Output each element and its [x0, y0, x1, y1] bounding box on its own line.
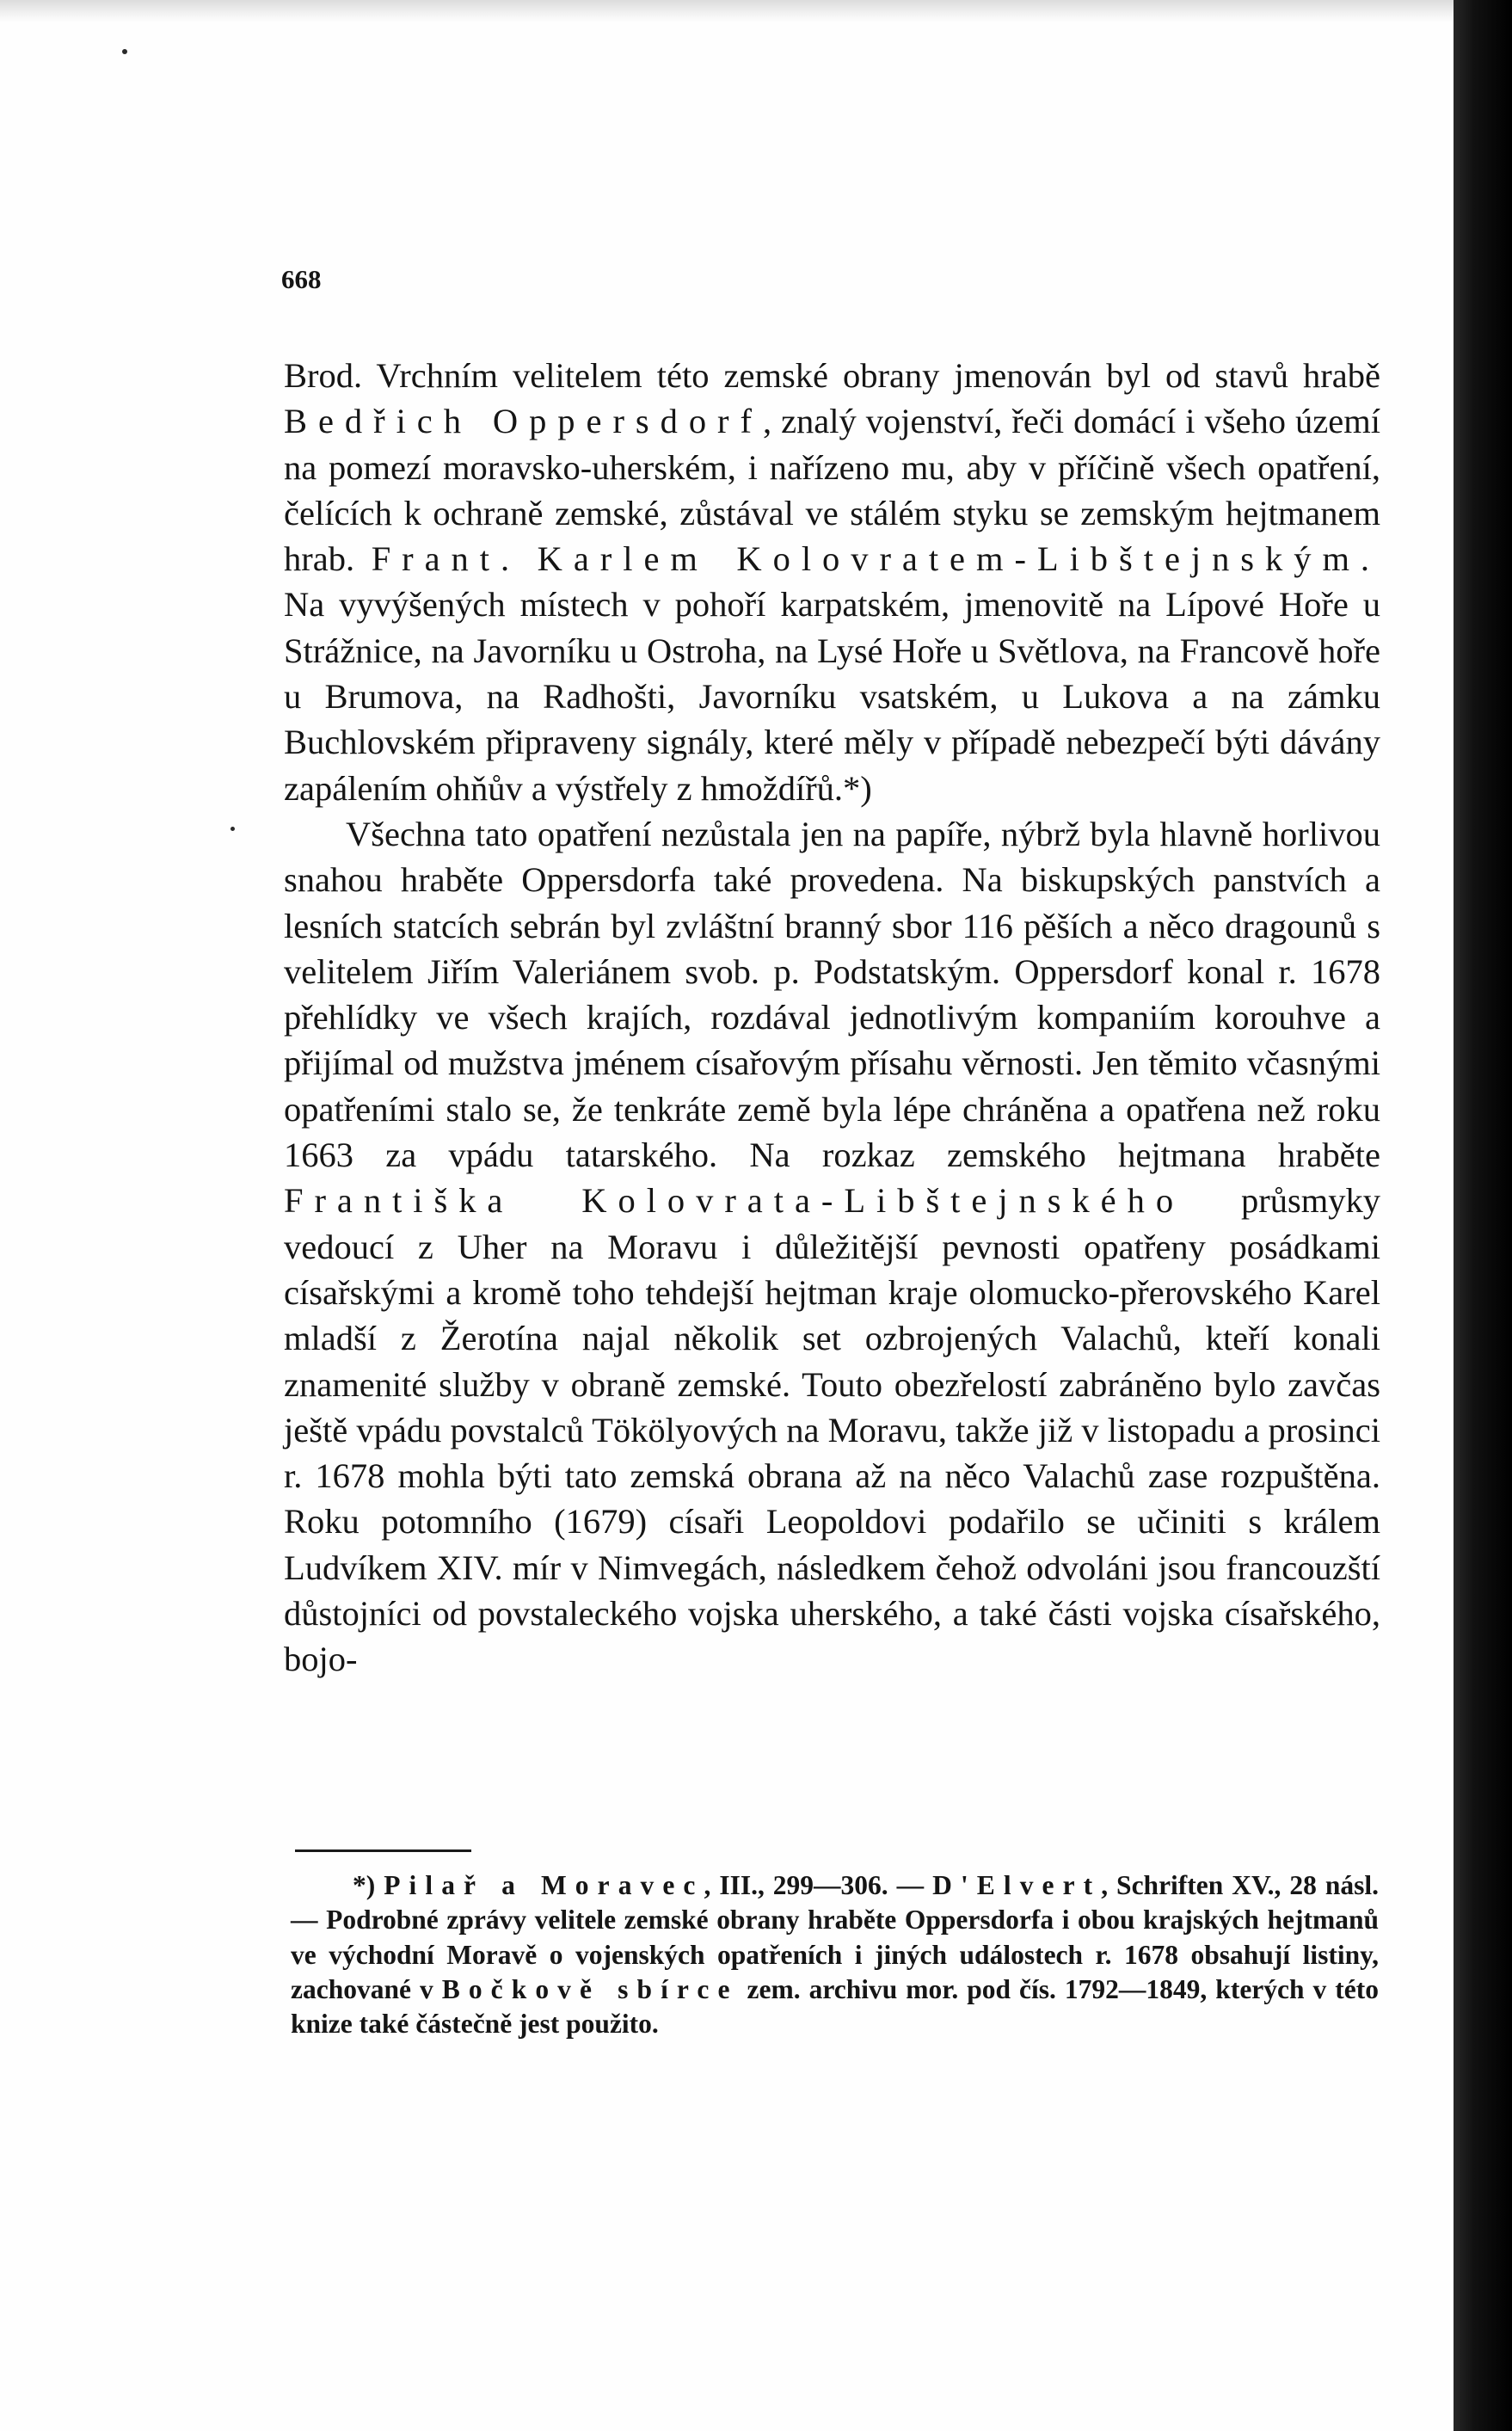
footnote — [291, 1868, 1379, 2041]
paragraph-1: Brod. Vrchním velitelem této zemské obrany jmenován byl od stavů hrabě Bedřich Oppersdorf, znalý vojenství, řeči domácí i všeho území na pomezí moravsko-uherském, i nařízeno mu, aby v příčině všech opatření, čelících k ochraně zemské, zůstával ve stálém styku se zemským hejtmanem hrab. Frant. Karlem Kolovratem-Libštejnským. Na vyvýšených místech v pohoří karpatském, jmenovitě na Lípové Hoře u Strážnice, na Javorníku u Ostroha, na Lysé Hoře u Světlova, na Francově hoře u Brumova, na Radhošti, Javorníku vsatském, u Lukova a na zámku Buchlovském připraveny signály, které měly v případě nebezpečí býti dávány zapálením ohňův a výstřely z hmoždířů.*) — [284, 356, 1380, 808]
paragraph-2: Všechna tato opatření nezůstala jen na papíře, nýbrž byla hlavně horlivou snahou hraběte Oppersdorfa také provedena. Na biskupských panstvích a lesních statcích sebrán byl zvláštní branný sbor 116 pěších a něco dragounů s velitelem Jiřím Valeriánem svob. p. Podstatským. Oppersdorf konal r. 1678 přehlídky ve všech krajích, rozdával jednotlivým kompaniím korouhve a přijímal od mužstva jménem císařovým přísahu věrnosti. Jen těmito včasnými opatřeními stalo se, že tenkráte země byla lépe chráněna a opatřena než roku 1663 za vpádu tatarského. Na rozkaz zemského hejtmana hraběte Františka Kolovrata-Libštejnského průsmyky vedoucí z Uher na Moravu i důležitější pevnosti opatřeny posádkami císařskými a kromě toho tehdejší hejtman kraje olomucko-přerovského Karel mladší z Žerotína najal několik set ozbrojených Valachů, kteří konali znamenité služby v obraně zemské. Touto obezřelostí zabráněno bylo zavčas ještě vpádu povstalců Tökölyových na Moravu, takže již v listopadu a prosinci r. 1678 mohla býti tato zemská obrana až na něco Valachů zase rozpuštěna. Roku potomního (1679) císaři Leopoldovi podařilo se učiniti s králem Ludvíkem XIV. mír v Nimvegách, následkem čehož odvoláni jsou francouzští důstojníci od povstaleckého vojska uherského, a také části vojska císařského, bojo- — [284, 814, 1380, 1679]
spaced-name: Pilař a Moravec — [384, 1870, 704, 1900]
body-text — [284, 353, 1380, 1683]
spaced-name: D'Elvert — [932, 1870, 1102, 1900]
page-number: 668 — [281, 264, 322, 294]
scan-speck — [122, 49, 127, 54]
page-edge-shadow — [1454, 0, 1512, 2431]
footnote-divider — [295, 1849, 471, 1852]
footnote-paragraph: *) Pilař a Moravec, III., 299—306. — D'Elvert, Schriften XV., 28 násl. — Podrobné zprávy velitele zemské obrany hraběte Oppersdorfa i obou krajských hejtmanů ve východní Moravě o vojenských opatřeních i jiných událostech r. 1678 obsahují listiny, zachované v Bočkově sbírce zem. archivu mor. pod čís. 1792—1849, kterých v této knize také částečně jest použito. — [291, 1870, 1380, 2040]
scan-shadow — [0, 0, 1454, 22]
scan-speck — [230, 827, 235, 831]
spaced-name: Bočkově sbírce — [441, 1973, 739, 2004]
spaced-name: Karlem Kolovratem-Libštejnským. — [537, 539, 1380, 579]
spaced-name: Bedřich Oppersdorf — [284, 402, 763, 441]
spaced-name: Frant. — [371, 539, 521, 579]
spaced-name: Františka Kolovrata-Libštejnského — [284, 1181, 1185, 1221]
